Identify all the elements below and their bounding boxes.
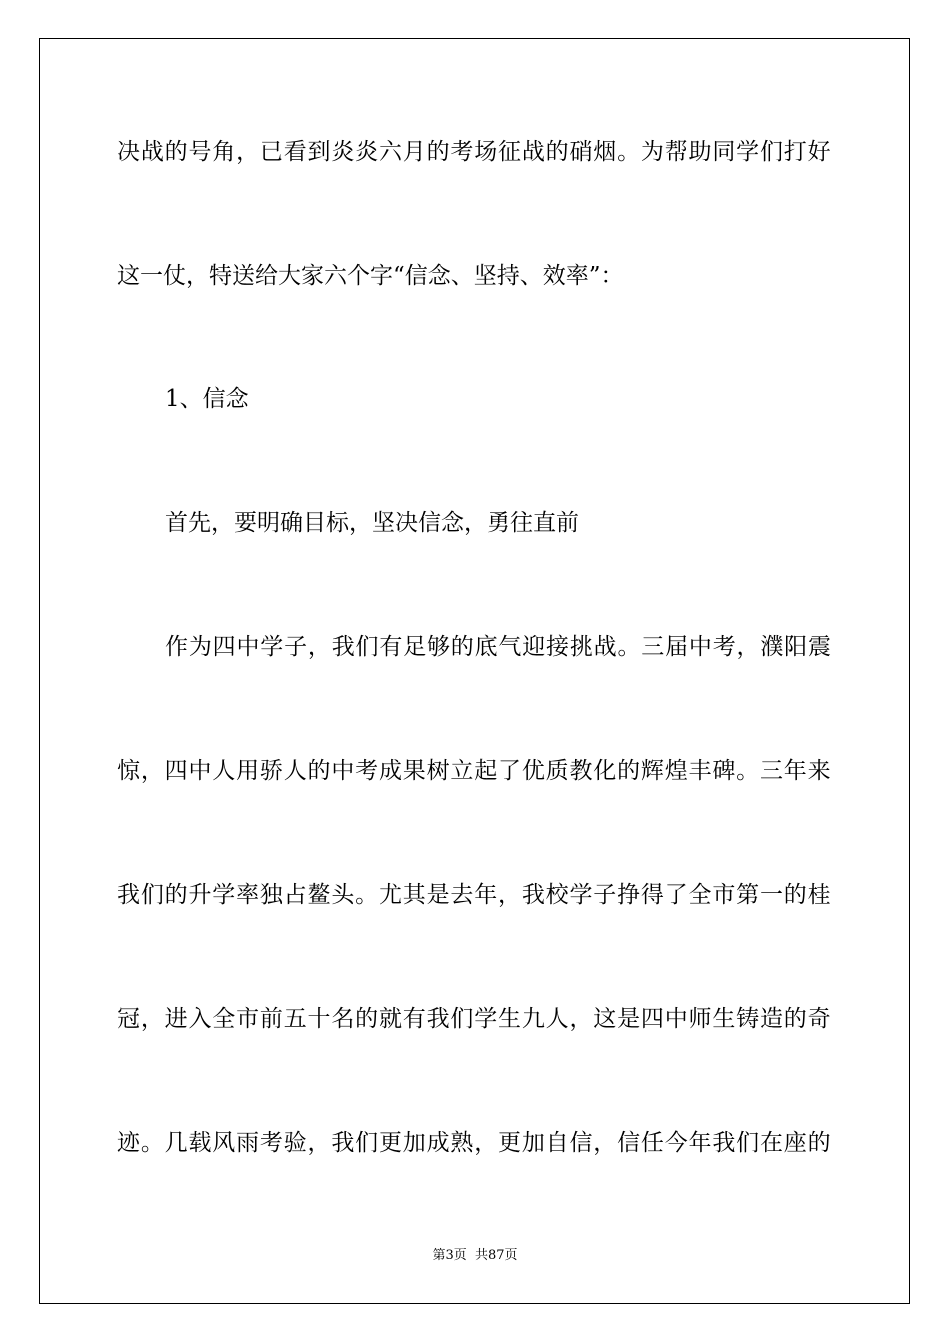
page-total: 共87页 [474,1248,518,1263]
page-footer [0,1247,950,1265]
body-line-4: 首先，要明确目标，坚决信念，勇往直前 [165,510,579,536]
section-heading: 1、信念 [165,386,249,412]
page-number: 第3页 [432,1248,467,1263]
page-frame [39,38,910,1304]
body-line-6: 惊 ， 四 中 人 用 骄 人 的 中 考 成 果 树 立 起 了 优 质 教 化 的 辉 煌 丰 碑 。 三 年 来 [117,758,831,784]
body-line-8: 冠 ， 进 入 全 市 前 五 十 名 的 就 有 我 们 学 生 九 人 ， 这 是 四 中 师 生 铸 造 的 奇 [117,1006,831,1032]
body-line-2: 这一仗，特送给大家六个字“信念、坚持、效率”： [117,263,624,289]
body-line-5: 作 为 四 中 学 子 ， 我 们 有 足 够 的 底 气 迎 接 挑 战 。 三 届 中 考 ， 濮 阳 震 [165,634,831,660]
body-line-9: 迹 。 几 载 风 雨 考 验 ， 我 们 更 加 成 熟 ， 更 加 自 信 ， 信 任 今 年 我 们 在 座 的 [117,1130,831,1156]
body-line-7: 我 们 的 升 学 率 独 占 鳌 头 。 尤 其 是 去 年 ， 我 校 学 子 挣 得 了 全 市 第 一 的 桂 [117,882,831,908]
body-line-1: 决 战 的 号 角 ， 已 看 到 炎 炎 六 月 的 考 场 征 战 的 硝 烟 。 为 帮 助 同 学 们 打 好 [117,139,831,165]
